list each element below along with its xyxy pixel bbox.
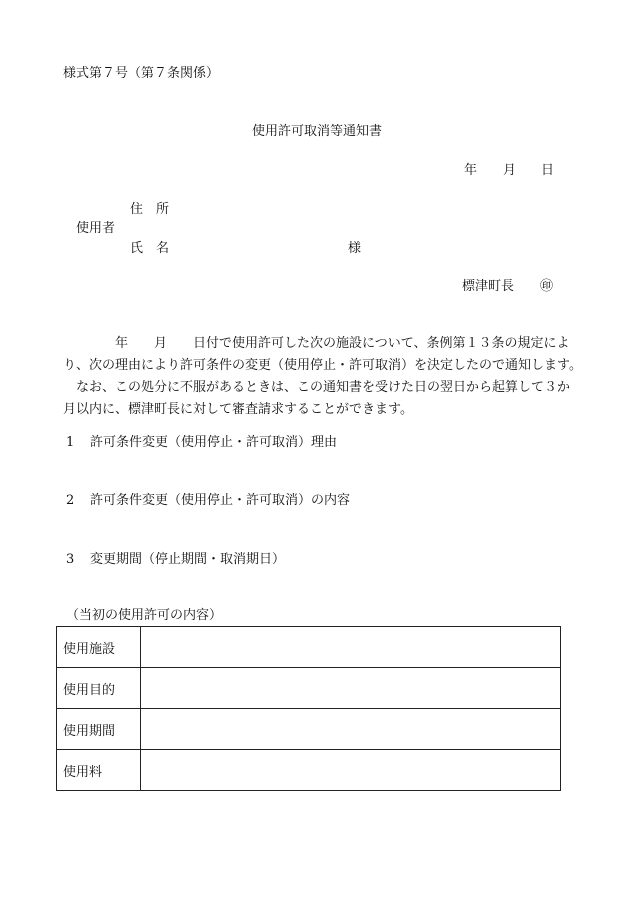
item-text: 変更期間（停止期間・取消期日） xyxy=(90,552,286,567)
body-line-4: 月以内に、標津町長に対して審査請求することができます。 xyxy=(63,402,413,417)
date-year: 年 xyxy=(464,163,478,178)
item-number: 3 xyxy=(66,552,75,567)
body-line-3: なお、この処分に不服があるときは、この通知書を受けた日の翌日から起算して３か xyxy=(76,380,571,395)
item-text: 許可条件変更（使用停止・許可取消）の内容 xyxy=(90,493,351,508)
table-caption: （当初の使用許可の内容） xyxy=(66,608,223,623)
date-day: 日 xyxy=(541,163,555,178)
row-value xyxy=(141,668,561,709)
name-label: 氏 名 xyxy=(130,241,170,256)
row-label: 使用期間 xyxy=(57,709,141,750)
item-number: 2 xyxy=(66,493,75,508)
row-label: 使用料 xyxy=(57,750,141,791)
honorific: 様 xyxy=(348,241,362,256)
item-number: 1 xyxy=(66,435,75,450)
document-title: 使用許可取消等通知書 xyxy=(252,124,383,139)
address-label: 住 所 xyxy=(130,202,170,217)
row-value xyxy=(141,709,561,750)
row-label: 使用施設 xyxy=(57,627,141,668)
form-number: 様式第７号（第７条関係） xyxy=(63,66,220,81)
table-row xyxy=(57,709,561,750)
body-line-1: 年 月 日付で使用許可した次の施設について、条例第１３条の規定によ xyxy=(115,336,570,351)
body-text xyxy=(63,333,582,421)
table-row xyxy=(57,750,561,791)
item-text: 許可条件変更（使用停止・許可取消）理由 xyxy=(90,435,338,450)
body-line-2: り、次の理由により許可条件の変更（使用停止・許可取消）を決定したので通知します。 xyxy=(63,358,582,373)
seal-mark: ㊞ xyxy=(540,279,554,294)
table-row xyxy=(57,627,561,668)
row-value xyxy=(141,750,561,791)
row-label: 使用目的 xyxy=(57,668,141,709)
row-value xyxy=(141,627,561,668)
date-month: 月 xyxy=(503,163,517,178)
issuer-name: 標津町長 xyxy=(462,279,515,294)
recipient-label: 使用者 xyxy=(76,221,116,236)
table-row xyxy=(57,668,561,709)
original-permit-table xyxy=(56,626,561,791)
